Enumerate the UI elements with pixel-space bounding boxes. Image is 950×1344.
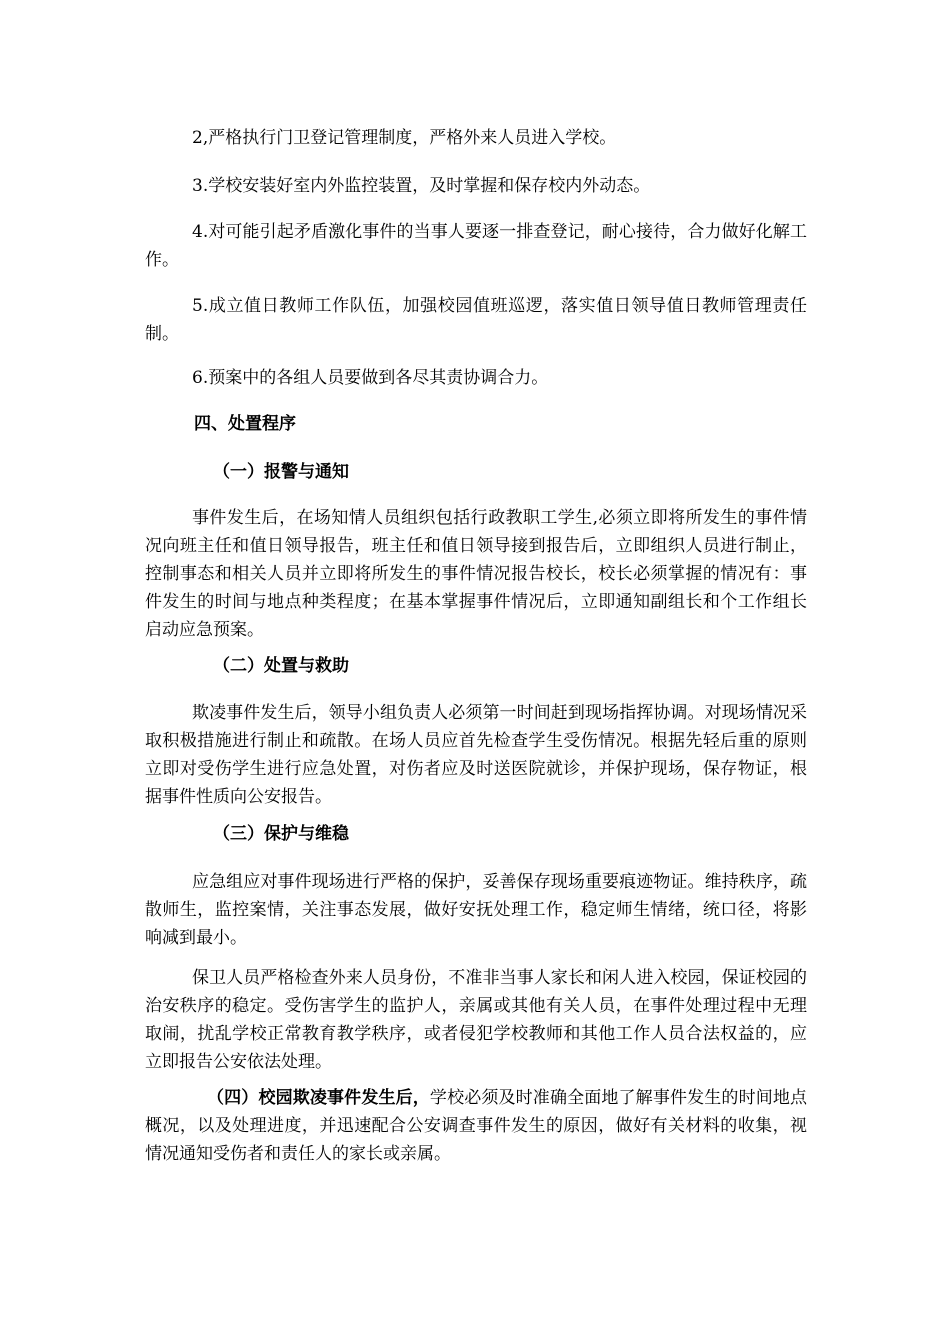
item-5: 5.成立值日教师工作队伍，加强校园值班巡逻，落实值日领导值日教师管理责任制。 bbox=[145, 296, 807, 344]
paragraph-protect-1: 应急组应对事件现场进行严格的保护，妥善保存现场重要痕迹物证。维持秩序，疏散师生，监控案情，关注事态发展，做好安抚处理工作，稳定师生情绪，统口径，将影响减到最小。 bbox=[145, 872, 807, 948]
section-heading: 四、处置程序 bbox=[194, 414, 296, 434]
item-6: 6.预案中的各组人员要做到各尽其责协调合力。 bbox=[192, 368, 549, 388]
item-4: 4.对可能引起矛盾激化事件的当事人要逐一排查登记，耐心接待，合力做好化解工作。 bbox=[145, 222, 807, 270]
subsection-heading-2: （二）处置与救助 bbox=[213, 656, 349, 676]
subsection-heading-4: （四）校园欺凌事件发生后， bbox=[207, 1088, 430, 1108]
item-3: 3.学校安装好室内外监控装置，及时掌握和保存校内外动态。 bbox=[192, 176, 651, 196]
paragraph-aftermath-text: 学校必须及时准确全面地了解事件发生的时间地点概况，以及处理进度，并迅速配合公安调查事件发生的原因，做好有关材料的收集，视情况通知受伤者和责任人的家长或亲属。 bbox=[145, 1088, 808, 1164]
paragraph-protect-2: 保卫人员严格检查外来人员身份，不准非当事人家长和闲人进入校园，保证校园的治安秩序的稳定。受伤害学生的监护人，亲属或其他有关人员，在事件处理过程中无理取闹，扰乱学校正常教育教学秩序，或者侵犯学校教师和其他工作人员合法权益的，应立即报告公安依法处理。 bbox=[145, 968, 807, 1072]
paragraph-rescue: 欺凌事件发生后，领导小组负责人必须第一时间赶到现场指挥协调。对现场情况采取积极措施进行制止和疏散。在场人员应首先检查学生受伤情况。根据先轻后重的原则立即对受伤学生进行应急处置，对伤者应及时送医院就诊，并保护现场，保存物证，根据事件性质向公安报告。 bbox=[145, 703, 807, 807]
item-2: 2,严格执行门卫登记管理制度，严格外来人员进入学校。 bbox=[192, 128, 617, 148]
paragraph-aftermath bbox=[145, 1084, 807, 1168]
subsection-heading-3: （三）保护与维稳 bbox=[213, 824, 349, 844]
paragraph-report: 事件发生后，在场知情人员组织包括行政教职工学生,必须立即将所发生的事件情况向班主任和值日领导报告，班主任和值日领导接到报告后，立即组织人员进行制止，控制事态和相关人员并立即将所发生的事件情况报告校长，校长必须掌握的情况有：事件发生的时间与地点种类程度；在基本掌握事件情况后，立即通知副组长和个工作组长启动应急预案。 bbox=[145, 508, 807, 640]
subsection-heading-1: （一）报警与通知 bbox=[213, 462, 349, 482]
